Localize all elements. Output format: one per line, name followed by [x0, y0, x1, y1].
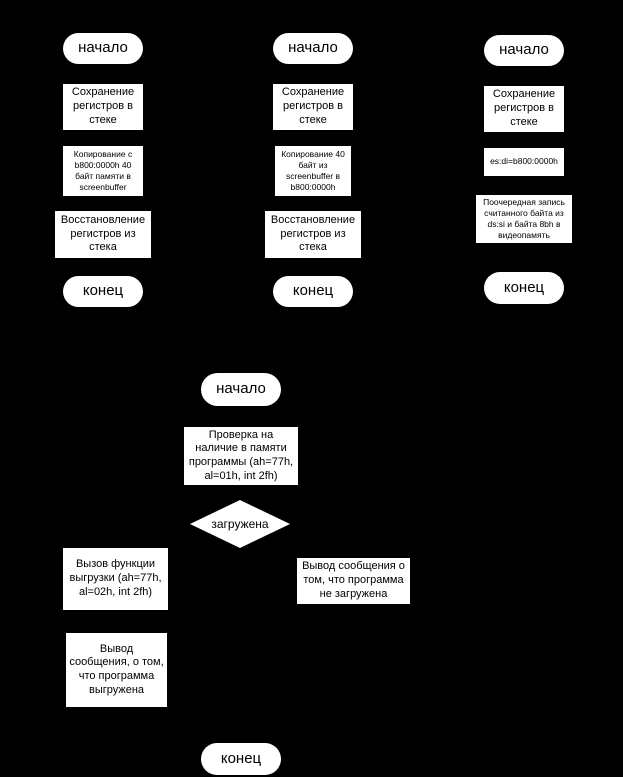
flow3-save-registers-box: Сохранение регистров в стеке — [484, 86, 564, 132]
flow2-save-registers-box: Сохранение регистров в стеке — [273, 84, 353, 130]
flow2-copy-memory-box: Копирование 40 байт из screenbuffer в b800:0000h — [275, 146, 351, 196]
flow4-unload-call-box: Вызов функции выгрузки (ah=77h, al=02h, int 2fh) — [63, 548, 168, 610]
flow3-end-terminal: конец — [484, 272, 564, 304]
flow4-start-terminal: начало — [201, 373, 281, 406]
flow3-start-terminal: начало — [484, 35, 564, 66]
flow1-save-registers-box: Сохранение регистров в стеке — [63, 84, 143, 130]
flow3-write-videomemory-box: Поочередная запись считанного байта из ds:si и байта 8bh в видеопамять — [476, 195, 572, 243]
connector — [116, 524, 190, 548]
flow4-end-terminal: конец — [201, 743, 281, 775]
flow2-start-terminal: начало — [273, 33, 353, 64]
connector — [116, 707, 241, 743]
flow1-restore-registers-box: Восстановление регистров из стека — [55, 211, 151, 258]
decision-label: загружена — [211, 517, 269, 531]
connector — [290, 524, 354, 558]
flow2-end-terminal: конец — [273, 276, 353, 307]
flow3-assign-esdi-box: es:di=b800:0000h — [484, 148, 564, 176]
flow1-copy-memory-box: Копирование с b800:0000h 40 байт памяти в screenbuffer — [63, 146, 143, 196]
connector — [241, 604, 354, 726]
flow1-end-terminal: конец — [63, 276, 143, 307]
flow4-not-loaded-message-box: Вывод сообщения о том, что программа не загружена — [297, 558, 410, 604]
flow4-loaded-decision — [190, 500, 290, 548]
flow4-unloaded-message-box: Вывод сообщения, о том, что программа выгружена — [66, 633, 167, 707]
flow1-start-terminal: начало — [63, 33, 143, 64]
flow4-check-loaded-box: Проверка на наличие в памяти программы (ah=77h, al=01h, int 2fh) — [184, 427, 298, 485]
flow2-restore-registers-box: Восстановление регистров из стека — [265, 211, 361, 258]
